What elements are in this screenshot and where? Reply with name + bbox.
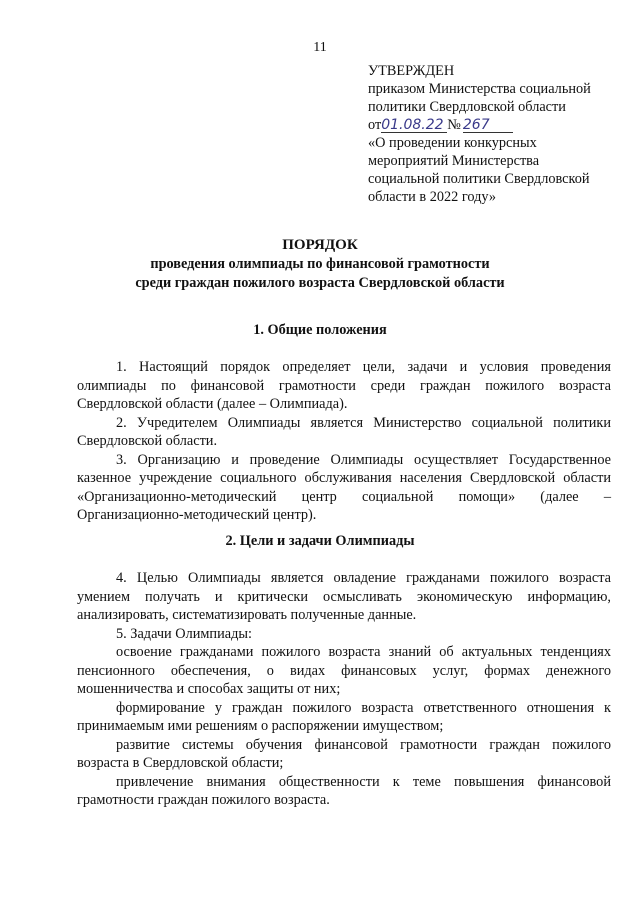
handwritten-number: 267 <box>463 118 513 133</box>
approval-line: приказом Министерства социальной <box>368 81 591 97</box>
document-title <box>0 236 640 293</box>
paragraph: 5. Задачи Олимпиады: <box>116 625 252 642</box>
paragraph: освоение гражданами пожилого возраста знаний об актуальных тенденциях пенсионного обеспечения, о видах финансовых услуг, формах денежного мошенничества и способах защиты от них; <box>77 644 611 697</box>
paragraph: 1. Настоящий порядок определяет цели, задачи и условия проведения олимпиады по финансовой грамотности среди граждан пожилого возраста Свердловской области (далее – Олимпиада). <box>77 359 611 412</box>
handwritten-date: 01.08.22 <box>381 118 447 133</box>
section-heading: 2. Цели и задачи Олимпиады <box>225 533 415 549</box>
number-prefix: № <box>447 117 461 133</box>
paragraph: 2. Учредителем Олимпиады является Министерство социальной политики Свердловской области. <box>77 414 611 449</box>
paragraph: 4. Целью Олимпиады является овладение гражданами пожилого возраста умением получать и критически осмысливать экономическую информацию, анализировать, систематизировать полученные данные. <box>77 570 611 623</box>
section-body <box>77 569 611 810</box>
page-number: 11 <box>313 40 327 55</box>
section-body <box>77 358 611 525</box>
approval-block <box>368 62 618 206</box>
paragraph: развитие системы обучения финансовой грамотности граждан пожилого возраста в Свердловской области; <box>77 736 611 771</box>
paragraph: 3. Организацию и проведение Олимпиады осуществляет Государственное казенное учреждение социального обслуживания населения Свердловской области «Организационно-методический центр социальной помощи» (далее – Организационно-методический центр). <box>77 451 611 523</box>
title-line: ПОРЯДОК <box>282 237 358 253</box>
approval-date-line <box>368 116 618 134</box>
paragraph: формирование у граждан пожилого возраста ответственного отношения к принимаемым ими решениям о распоряжении имуществом; <box>77 699 611 734</box>
title-line: среди граждан пожилого возраста Свердловской области <box>135 275 505 291</box>
date-prefix: от <box>368 117 382 133</box>
approval-subject-line: «О проведении конкурсных <box>368 135 537 151</box>
paragraph: привлечение внимания общественности к теме повышения финансовой грамотности граждан пожилого возраста. <box>77 773 611 808</box>
approval-subject-line: области в 2022 году» <box>368 189 497 205</box>
approval-subject-line: мероприятий Министерства <box>368 153 540 169</box>
approval-subject-line: социальной политики Свердловской <box>368 171 590 187</box>
section-heading: 1. Общие положения <box>253 322 387 338</box>
title-line: проведения олимпиады по финансовой грамотности <box>150 256 490 272</box>
approval-heading: УТВЕРЖДЕН <box>368 63 455 79</box>
approval-line: политики Свердловской области <box>368 99 566 115</box>
